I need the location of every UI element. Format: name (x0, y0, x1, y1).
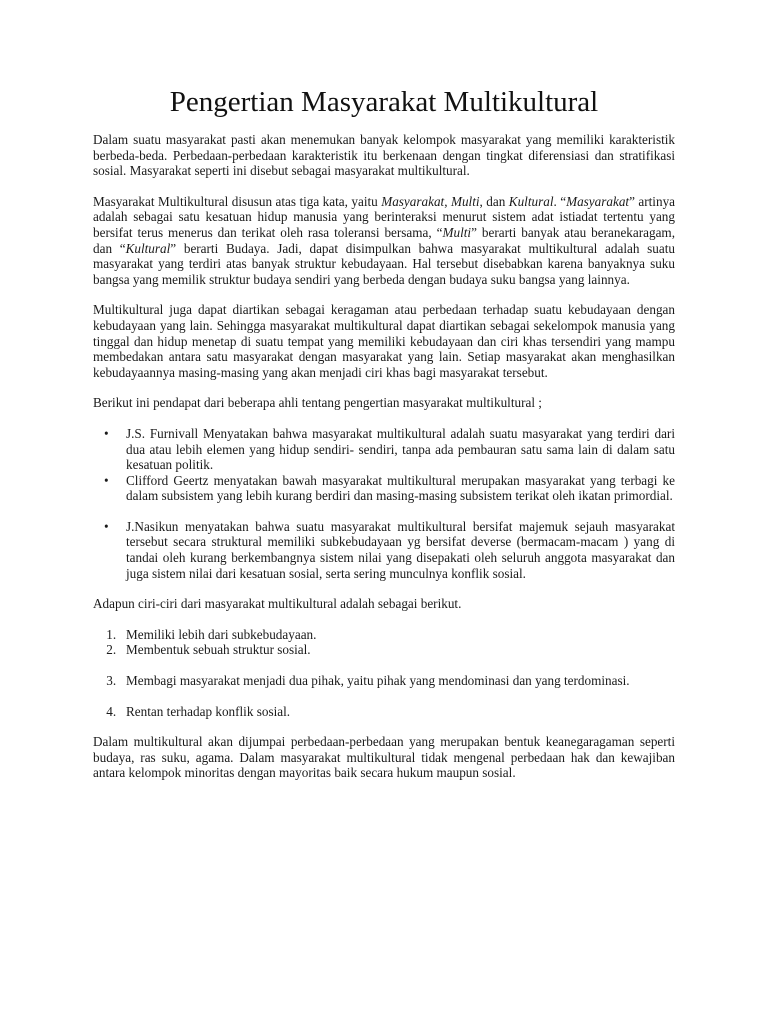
list-item-trait-2: 2. Membentuk sebuah struktur sosial. (126, 642, 675, 658)
traits-list (93, 627, 675, 719)
list-item-geertz: • Clifford Geertz menyatakan bawah masyarakat multikultural merupakan masyarakat yang terbagi ke dalam subsistem yang lebih kurang berdiri dan masing-masing subsistem terikat oleh ikatan primordial. (126, 473, 675, 504)
term-masyarakat: Masyarakat (381, 193, 445, 209)
experts-list (93, 426, 675, 581)
term-kultural: Kultural (508, 193, 554, 209)
quoted-term-kultural: Kultural (125, 240, 171, 256)
list-item-trait-3: 3. Membagi masyarakat menjadi dua pihak, yaitu pihak yang mendominasi dan yang terdominasi. (126, 673, 675, 689)
quoted-term-masyarakat: Masyarakat (566, 193, 630, 209)
paragraph-experts-intro: Berikut ini pendapat dari beberapa ahli tentang pengertian masyarakat multikultural ; (93, 395, 542, 411)
term-multi: Multi (450, 193, 480, 209)
quoted-term-multi: Multi (442, 224, 472, 240)
paragraph-traits-intro: Adapun ciri-ciri dari masyarakat multikultural adalah sebagai berikut. (93, 596, 462, 612)
paragraph-diversity: Multikultural juga dapat diartikan sebagai keragaman atau perbedaan terhadap suatu kebudayaan dengan kebudayaan yang lain. Sehingga masyarakat multikultural dapat diartikan sebagai sekelompok manusia yang tinggal dan hidup menetap di suatu tempat yang memiliki kebudayaan dan ciri khas tersendiri yang mampu membedakan antara satu masyarakat dengan masyarakat yang lain. Setiap masyarakat akan menghasilkan kebudayaannya masing-masing yang akan menjadi ciri khas bagi masyarakat tersebut. (93, 302, 675, 380)
list-item-trait-1: 1. Memiliki lebih dari subkebudayaan. (126, 627, 675, 643)
text-run: , (444, 193, 451, 209)
text-run: , dan (479, 193, 509, 209)
page-title: Pengertian Masyarakat Multikultural (169, 86, 599, 118)
text-run: Masyarakat Multikultural disusun atas tiga kata, yaitu (93, 193, 382, 209)
paragraph-definition (93, 194, 675, 288)
text-run: ” artinya adalah sebagai satu kesatuan hidup manusia yang berinteraksi menurut sistem adat istiadat tertentu yang bersifat terus menerus dan terikat oleh rasa toleransi bersama, “ (93, 193, 676, 240)
document-page (93, 84, 675, 796)
text-run: ” berarti Budaya. Jadi, dapat disimpulkan bahwa masyarakat multikultural adalah suatu masyarakat yang terdiri atas banyak struktur kebudayaan. Hal tersebut disebabkan karena banyaknya suku bangsa yang memilik struktur budaya sendiri yang berbeda dengan budaya suku bangsa yang lainnya. (93, 240, 675, 287)
text-run: . “ (553, 193, 567, 209)
paragraph-conclusion: Dalam multikultural akan dijumpai perbedaan-perbedaan yang merupakan bentuk keanegaragaman seperti budaya, ras suku, agama. Dalam masyarakat multikultural tidak mengenal perbedaan hak dan kewajiban antara kelompok minoritas dengan mayoritas baik secara hukum maupun sosial. (93, 734, 675, 781)
list-item-furnivall: • J.S. Furnivall Menyatakan bahwa masyarakat multikultural adalah suatu masyarakat yang terdiri dari dua atau lebih elemen yang hidup sendiri- sendiri, tanpa ada pembauran satu sama lain di dalam satu kesatuan politik. (126, 426, 675, 473)
list-item-nasikun: • J.Nasikun menyatakan bahwa suatu masyarakat multikultural bersifat majemuk sejauh masyarakat tersebut secara struktural memiliki subkebudayaan yg bersifat deverse (bermacam-macam ) yang di tandai oleh kurang berkembangnya sistem nilai yang disepakati oleh seluruh anggota masyarakat dan juga sistem nilai dari kesatuan sosial, serta sering munculnya konflik sosial. (126, 519, 675, 581)
paragraph-intro: Dalam suatu masyarakat pasti akan menemukan banyak kelompok masyarakat yang memiliki karakteristik berbeda-beda. Perbedaan-perbedaan karakteristik itu berkenaan dengan tingkat diferensiasi dan stratifikasi sosial. Masyarakat seperti ini disebut sebagai masyarakat multikultural. (93, 132, 675, 179)
list-item-trait-4: 4. Rentan terhadap konflik sosial. (126, 704, 675, 720)
text-run: ” berarti banyak atau beranekaragam, dan “ (93, 224, 675, 256)
